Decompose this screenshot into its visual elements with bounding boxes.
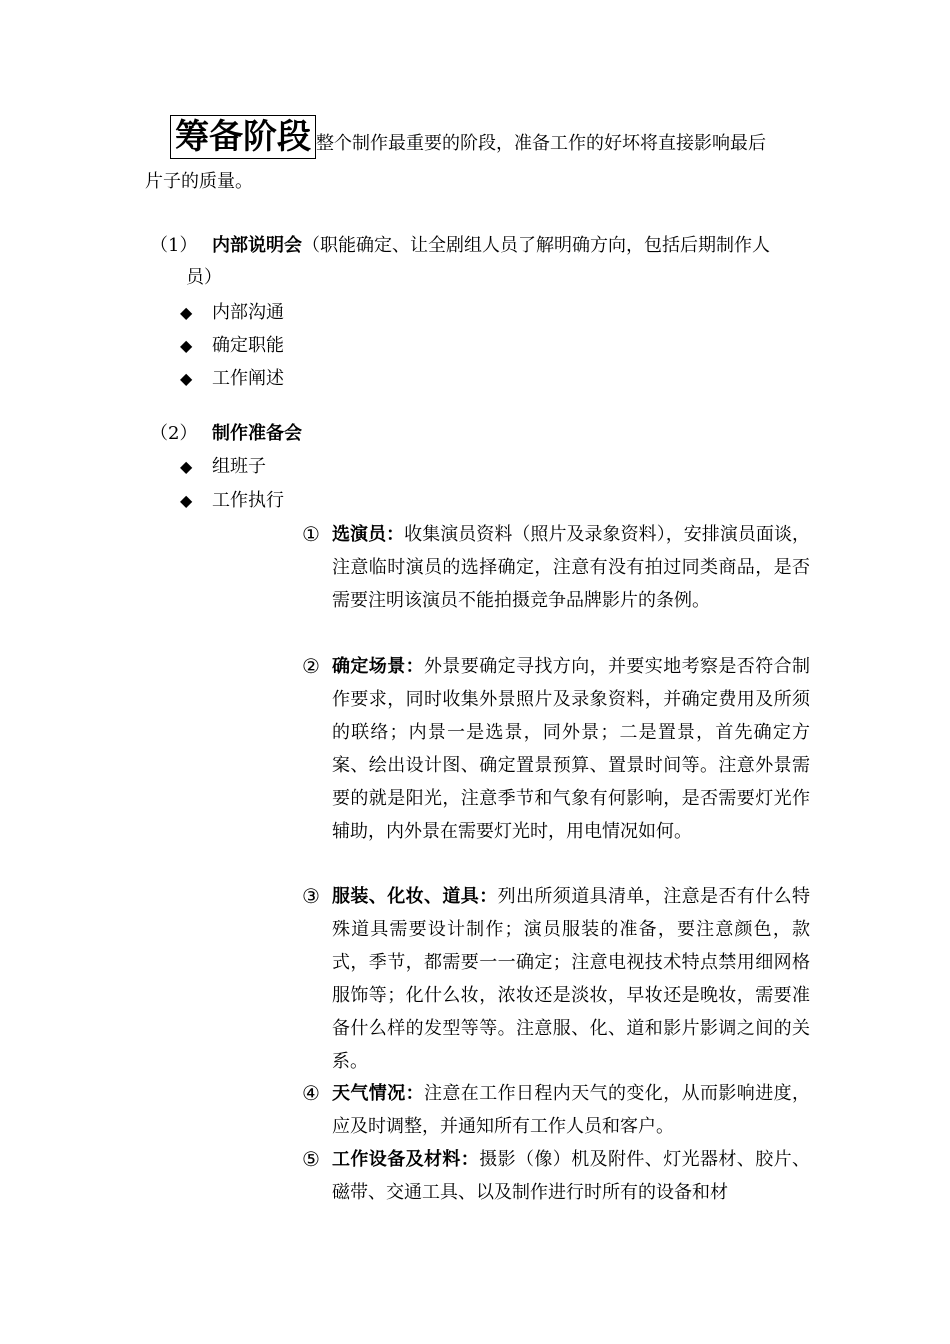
section2-number: （2） [150,423,198,444]
section1-note: （职能确定、让全剧组人员了解明确方向，包括后期制作人 [302,235,770,256]
circled-number: ④ [302,1081,320,1105]
item-label: 天气情况： [332,1083,424,1104]
diamond-bullet-icon: ◆ [180,491,193,510]
circled-number: ⑤ [302,1147,320,1171]
diamond-bullet-icon: ◆ [180,369,193,388]
document-page: 筹备阶段 整个制作最重要的阶段，准备工作的好坏将直接影响最后 片子的质量。 （1） 内部说明会（职能确定、让全剧组人员了解明确方向，包括后期制作人 员） ◆ 内部沟通 ◆ 确定职能 ◆ 工作阐述 （2） 制作准备会 ◆ 组班子 ◆ 工作执行 ① 选演员：收集演员资料（照片及录象资料），安排演员面谈，注意临时演员的选择确定，注意有没有拍过同类商品，是否需要注明该演员不能拍摄竞争品牌影片的条例。 ② 确定场景：外景要确定寻找方向，并要实地考察是否符合制作要求，同时收集外景照片及录象资料，并确定费用及所须的联络；内景一是选景，同外景；二是置景，首先确定方案、绘出设计图、确定置景预算、置景时间等。注意外景需要的就是阳光，注意季节和气象有何影响，是否需要灯光作辅助，内外景在需要灯光时，用电情况如何。 ③ 服装、化妆、道具：列出所须道具清单，注意是否有什么特殊道具需要设计制作；演员服装的准备，要注意颜色，款式，季节，都需要一一确定；注意电视技术特点禁用细网格服饰等；化什么妆，浓妆还是淡妆，早妆还是晚妆，需要准备什么样的发型等等。注意服、化、道和影片影调之间的关系。 ④ 天气情况：注意在工作日程内天气的变化，从而影响进度，应及时调整，并通知所有工作人员和客户。 ⑤ 工作设备及材料：摄影（像）机及附件、灯光器材、胶片、磁带、交通工具、以及制作进行时所有的设备和材 [0,0,950,1344]
diamond-bullet-icon: ◆ [180,336,193,355]
item-text: 列出所须道具清单，注意是否有什么特殊道具需要设计制作；演员服装的准备，要注意颜色，款式，季节，都需要一一确定；注意电视技术特点禁用细网格服饰等；化什么妆，浓妆还是淡妆，早妆还是晚妆，需要准备什么样的发型等等。注意服、化、道和影片影调之间的关系。 [332,886,811,1072]
diamond-bullet-icon: ◆ [180,303,193,322]
item-label: 服装、化妆、道具： [332,886,498,907]
item-label: 确定场景： [332,656,424,677]
section2-title: 制作准备会 [212,423,302,444]
item-text: 收集演员资料（照片及录象资料），安排演员面谈，注意临时演员的选择确定，注意有没有拍过同类商品，是否需要注明该演员不能拍摄竞争品牌影片的条例。 [332,524,810,611]
section1-title: 内部说明会 [212,235,302,256]
item-text: 外景要确定寻找方向，并要实地考察是否符合制作要求，同时收集外景照片及录象资料，并确定费用及所须的联络；内景一是选景，同外景；二是置景，首先确定方案、绘出设计图、确定置景预算、置景时间等。注意外景需要的就是阳光，注意季节和气象有何影响，是否需要灯光作辅助，内外景在需要灯光时，用电情况如何。 [332,656,810,842]
section1-note-cont: 员） [186,267,222,288]
stage-title: 筹备阶段 [170,115,316,159]
intro-text-line1: 整个制作最重要的阶段，准备工作的好坏将直接影响最后 [316,133,766,154]
diamond-bullet-icon: ◆ [180,457,193,476]
section2-heading [212,420,812,448]
item-label: 工作设备及材料： [332,1149,480,1170]
circled-number: ③ [302,884,320,908]
intro-text-line2: 片子的质量。 [145,171,253,192]
item-text: 注意在工作日程内天气的变化，从而影响进度，应及时调整，并通知所有工作人员和客户。 [332,1083,810,1137]
section1-number: （1） [150,235,198,256]
circled-number: ① [302,522,320,546]
circled-number: ② [302,654,320,678]
section1-heading [212,232,812,260]
item-text: 摄影（像）机及附件、灯光器材、胶片、磁带、交通工具、以及制作进行时所有的设备和材 [332,1149,811,1203]
item-label: 选演员： [332,524,405,545]
